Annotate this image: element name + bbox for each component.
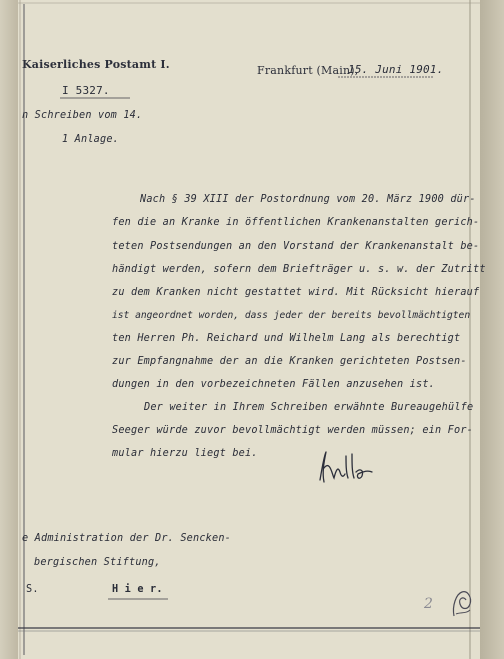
handwritten-signature — [310, 448, 380, 488]
addressee-place: H i e r. — [112, 584, 163, 595]
binding-strip — [0, 0, 18, 659]
reference-underline — [60, 97, 130, 99]
reference-regarding: n Schreiben vom 14. — [22, 110, 143, 121]
body-line: Seeger würde zuvor bevollmächtigt werden müssen; ein For- — [112, 425, 474, 436]
reference-number: I 5327. — [62, 84, 110, 97]
body-line: zu dem Kranken nicht gestattet wird. Mit Rücksicht hierauf — [112, 287, 480, 298]
letter-date: 15. Juni 1901. — [348, 63, 444, 76]
body-line: händigt werden, sofern dem Briefträger u. s. w. der Zutritt — [112, 264, 486, 275]
body-line: Nach § 39 XIII der Postordnung vom 20. März 1900 dür- — [140, 194, 476, 205]
body-line: mular hierzu liegt bei. — [112, 448, 258, 459]
addressee-line: bergischen Stiftung, — [34, 557, 161, 568]
archive-mark — [450, 588, 474, 618]
date-underline — [338, 76, 433, 78]
pencil-page-number: 2 — [424, 596, 433, 612]
body-line: teten Postsendungen an den Vorstand der Krankenanstalt be- — [112, 241, 480, 252]
body-line: ten Herren Ph. Reichard und Wilhelm Lang als berechtigt — [112, 333, 461, 344]
body-line: ist angeordnet worden, dass jeder der bereits bevollmächtigten — [112, 310, 471, 321]
addressee-line: e Administration der Dr. Sencken- — [22, 533, 232, 544]
body-line: zur Empfangnahme der an die Kranken gerichteten Postsen- — [112, 356, 467, 367]
addressee-prefix: S. — [26, 584, 39, 595]
place-underline — [108, 598, 168, 600]
place-label: Frankfurt (Main), — [257, 64, 359, 77]
body-line: Der weiter in Ihrem Schreiben erwähnte Bureaugehülfe — [144, 402, 474, 413]
attachments-note: 1 Anlage. — [62, 134, 120, 145]
page-edge — [480, 0, 504, 659]
office-heading: Kaiserliches Postamt I. — [22, 58, 170, 71]
body-line: dungen in den vorbezeichneten Fällen anzusehen ist. — [112, 379, 436, 390]
body-line: fen die an Kranke in öffentlichen Krankenanstalten gerich- — [112, 217, 480, 228]
